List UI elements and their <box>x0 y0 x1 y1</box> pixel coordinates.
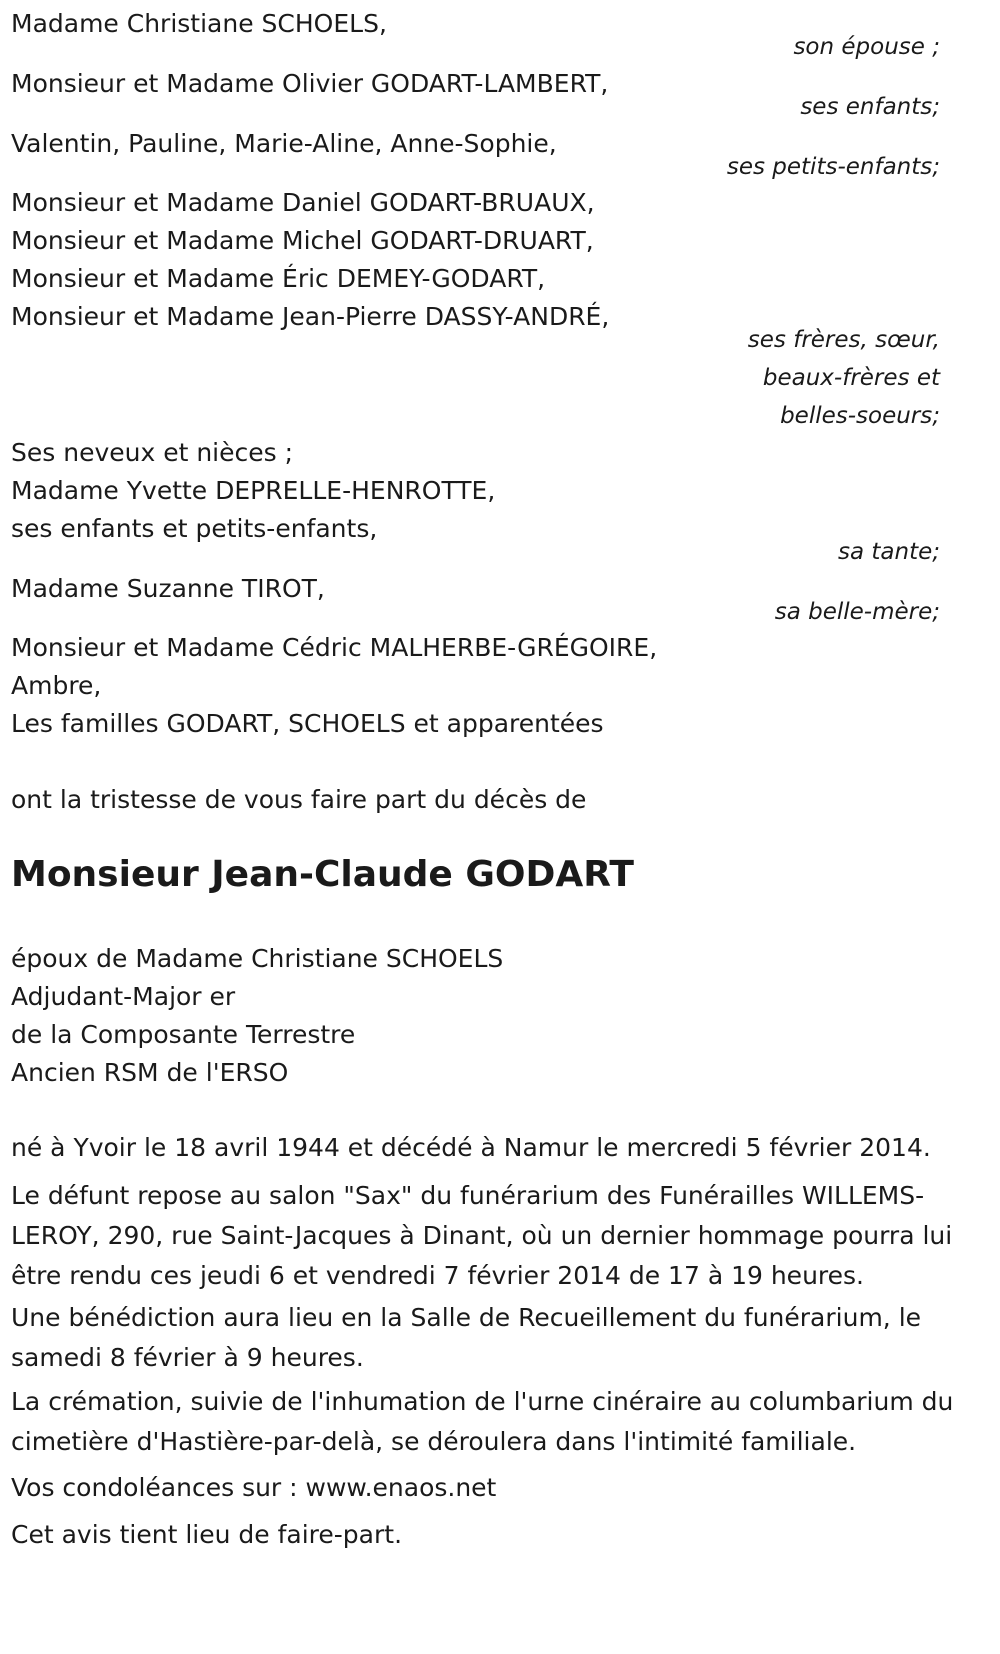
mother-in-law-role: sa belle-mère; <box>774 599 940 625</box>
mother-in-law-name: Madame Suzanne TIROT, <box>11 574 325 603</box>
deceased-detail-line: Ancien RSM de l'ERSO <box>11 1058 289 1087</box>
spouse-role: son épouse ; <box>793 34 940 60</box>
sibling-line: Monsieur et Madame Éric DEMEY-GODART, <box>11 264 546 293</box>
sibling-line: Monsieur et Madame Michel GODART-DRUART, <box>11 226 594 255</box>
cremation-paragraph: La crémation, suivie de l'inhumation de l'urne cinéraire au columbarium du cimetière d'Hastière-par-delà, se déroulera dans l'intimité familiale. <box>11 1387 954 1456</box>
sibling-line: Monsieur et Madame Jean-Pierre DASSY-ANDRÉ, <box>11 302 610 331</box>
condolences-paragraph: Vos condoléances sur : www.enaos.net <box>11 1473 497 1502</box>
viewing-paragraph: Le défunt repose au salon "Sax" du funérarium des Funérailles WILLEMS-LEROY, 290, rue Saint-Jacques à Dinant, où un dernier hommage pourra lui être rendu ces jeudi 6 et vendredi 7 février 2014 de 17 à 19 heures. <box>11 1181 953 1290</box>
deceased-detail-line: époux de Madame Christiane SCHOELS <box>11 944 504 973</box>
deceased-name: Monsieur Jean-Claude GODART <box>11 854 634 895</box>
children-name: Monsieur et Madame Olivier GODART-LAMBERT, <box>11 69 609 98</box>
spouse-name: Madame Christiane SCHOELS, <box>11 9 387 38</box>
children-role: ses enfants; <box>800 94 940 120</box>
siblings-role-line: ses frères, sœur, <box>747 327 940 353</box>
grandchildren-names: Valentin, Pauline, Marie-Aline, Anne-Sophie, <box>11 129 557 158</box>
nephews-line: Ses neveux et nièces ; <box>11 438 294 467</box>
birth-death-paragraph: né à Yvoir le 18 avril 1944 et décédé à Namur le mercredi 5 février 2014. <box>11 1133 931 1162</box>
siblings-role-line: belles-soeurs; <box>780 403 940 429</box>
other-relative-line: Les familles GODART, SCHOELS et apparentées <box>11 709 604 738</box>
other-relative-line: Ambre, <box>11 671 102 700</box>
siblings-role-line: beaux-frères et <box>762 365 940 391</box>
sibling-line: Monsieur et Madame Daniel GODART-BRUAUX, <box>11 188 595 217</box>
aunt-line: Madame Yvette DEPRELLE-HENROTTE, <box>11 476 496 505</box>
announcement-text: ont la tristesse de vous faire part du décès de <box>11 785 587 814</box>
aunt-role: sa tante; <box>838 539 940 565</box>
deceased-detail-line: de la Composante Terrestre <box>11 1020 356 1049</box>
grandchildren-role: ses petits-enfants; <box>726 154 940 180</box>
other-relative-line: Monsieur et Madame Cédric MALHERBE-GRÉGOIRE, <box>11 633 658 662</box>
blessing-paragraph: Une bénédiction aura lieu en la Salle de Recueillement du funérarium, le samedi 8 février à 9 heures. <box>11 1303 922 1372</box>
notice-paragraph: Cet avis tient lieu de faire-part. <box>11 1520 403 1549</box>
aunt-line: ses enfants et petits-enfants, <box>11 514 378 543</box>
deceased-detail-line: Adjudant-Major er <box>11 982 236 1011</box>
